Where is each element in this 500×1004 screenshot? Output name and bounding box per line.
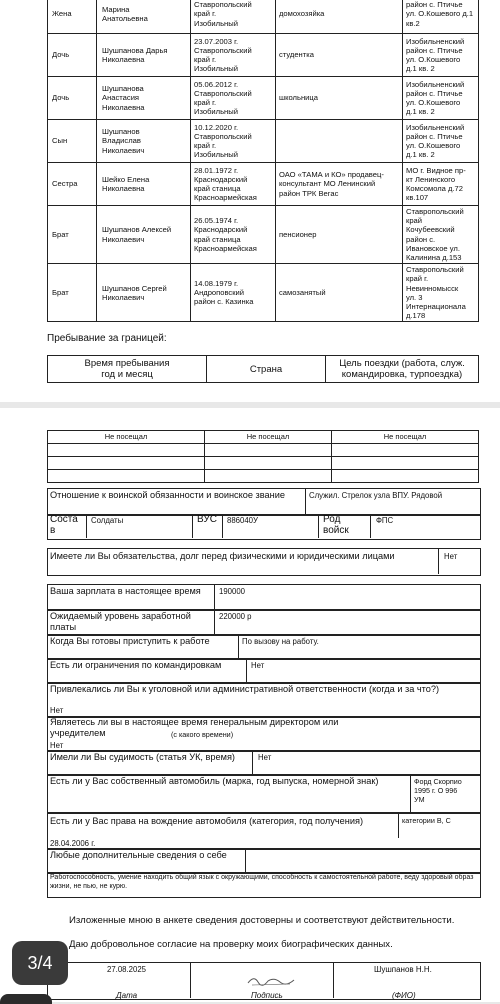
empty-cell bbox=[48, 457, 205, 470]
page-counter-text: 3/4 bbox=[27, 952, 53, 973]
relative-addr: Изобильненский район с. Птичье ул. О.Кошевого д.1 кв. 2 bbox=[403, 120, 479, 163]
relative-addr: район с. Птичье ул. О.Кошевого д.1 кв.2 bbox=[403, 0, 479, 34]
handwritten-signature bbox=[246, 973, 300, 989]
divider bbox=[245, 848, 246, 872]
abroad-cell-time: Не посещал bbox=[48, 431, 205, 444]
expected-question: Ожидаемый уровень заработной платы bbox=[50, 611, 191, 632]
signature-date: 27.08.2025 bbox=[107, 965, 147, 974]
start-question: Когда Вы готовы приступить к работе bbox=[50, 636, 210, 646]
sostav-label: Соста в bbox=[50, 514, 78, 536]
divider bbox=[438, 548, 439, 574]
relative-work: школьница bbox=[276, 77, 403, 120]
relative-name: Шушпанова Анастасия Николаевна bbox=[97, 77, 191, 120]
viewer-control-edge[interactable] bbox=[0, 994, 52, 1004]
divider bbox=[252, 750, 253, 774]
relative-addr: Изобильненский район с. Птичье ул. О.Кошевого д.1 кв. 2 bbox=[403, 77, 479, 120]
relative-rel: Дочь bbox=[48, 77, 97, 120]
declaration-line2: Даю добровольное согласие на проверку моих биографических данных. bbox=[69, 939, 393, 950]
relative-work bbox=[276, 120, 403, 163]
relative-addr: МО г. Видное пр- кт Ленинского Комсомола д.72 кв.107 bbox=[403, 163, 479, 206]
director-question: Являетесь ли вы в настоящее время генеральным директором или учредителем bbox=[50, 717, 339, 738]
salary-answer: 190000 bbox=[219, 587, 246, 596]
label-date: Дата bbox=[116, 991, 138, 1000]
empty-cell bbox=[332, 457, 479, 470]
divider bbox=[410, 774, 411, 812]
military-answer: Служил. Стрелок узла ВПУ. Рядовой bbox=[309, 491, 443, 500]
conviction-answer: Нет bbox=[258, 753, 272, 762]
liability-question: Привлекались ли Вы к уголовной или административной ответственности (когда и за что?) bbox=[50, 684, 440, 694]
car-question: Есть ли у Вас собственный автомобиль (марка, год выпуска, номерной знак) bbox=[50, 776, 379, 786]
relative-name: Шушпанов Алексей Николаевич bbox=[97, 206, 191, 264]
abroad-header-country: Страна bbox=[207, 356, 326, 383]
director-answer: Нет bbox=[50, 741, 64, 750]
extra-answer: Работоспособность, умение находить общий язык с окружающими, способность к самостоятельной работе, веду здоровый образ жизни, не пью, не курю. bbox=[50, 874, 474, 890]
divider bbox=[86, 514, 87, 538]
liability-answer: Нет bbox=[50, 706, 64, 715]
relative-row bbox=[48, 264, 479, 322]
limits-question: Есть ли ограничения по командировкам bbox=[50, 660, 222, 670]
document-page-1 bbox=[0, 0, 500, 402]
divider bbox=[398, 812, 399, 838]
rod-value: ФПС bbox=[376, 516, 394, 525]
sostav-value: Солдаты bbox=[91, 516, 124, 525]
relative-row bbox=[48, 77, 479, 120]
abroad-header-purpose: Цель поездки (работа, служ. командировка, турпоездка) bbox=[326, 356, 479, 383]
vus-value: 886040У bbox=[227, 516, 258, 525]
relative-row bbox=[48, 0, 479, 34]
relative-birth: 28.01.1972 г. Краснодарский край станица Красноармейская bbox=[191, 163, 276, 206]
abroad-table-continued bbox=[47, 430, 479, 483]
divider bbox=[246, 658, 247, 682]
declaration-line1: Изложенные мною в анкете сведения достоверны и соответствуют действительности. bbox=[69, 915, 455, 926]
obligations-question: Имеете ли Вы обязательства, долг перед физическими и юридическими лицами bbox=[50, 551, 395, 561]
relative-rel: Сестра bbox=[48, 163, 97, 206]
military-divider bbox=[305, 488, 306, 514]
license-question: Есть ли у Вас права на вождение автомобиля (категория, год получения) bbox=[50, 816, 364, 826]
relative-addr: Ставропольский край Кочубеевский район с. Ивановское ул. Калинина д.153 bbox=[403, 206, 479, 264]
license-date: 28.04.2006 г. bbox=[50, 839, 96, 848]
divider bbox=[222, 514, 223, 538]
empty-cell bbox=[48, 470, 205, 483]
relative-rel: Дочь bbox=[48, 34, 97, 77]
conviction-question: Имели ли Вы судимость (статья УК, время) bbox=[50, 752, 235, 762]
relative-work: пенсионер bbox=[276, 206, 403, 264]
relative-name: Шушпанова Дарья Николаевна bbox=[97, 34, 191, 77]
relative-name: Шушпанов Владислав Николаевич bbox=[97, 120, 191, 163]
abroad-cell-purpose: Не посещал bbox=[332, 431, 479, 444]
car-answer: Форд Скорпио 1995 г. О 996 УМ bbox=[414, 777, 462, 804]
relative-birth: 05.06.2012 г. Ставропольский край г. Изобильный bbox=[191, 77, 276, 120]
divider bbox=[370, 514, 371, 538]
divider bbox=[333, 962, 334, 998]
director-hint: (с какого времени) bbox=[171, 730, 234, 739]
license-answer: категории В, С bbox=[402, 816, 451, 825]
abroad-header-time: Время пребывания год и месяц bbox=[48, 356, 207, 383]
expected-answer: 220000 р bbox=[219, 612, 252, 621]
relative-row bbox=[48, 34, 479, 77]
relatives-table bbox=[47, 0, 479, 322]
rod-label: Род войск bbox=[323, 514, 349, 536]
abroad-section-title: Пребывание за границей: bbox=[47, 333, 167, 344]
relative-birth: 14.08.1979 г. Андроповский район с. Казинка bbox=[191, 264, 276, 322]
label-sign: Подпись bbox=[251, 991, 283, 1000]
relative-rel: Брат bbox=[48, 264, 97, 322]
abroad-table bbox=[47, 355, 479, 383]
divider bbox=[192, 514, 193, 538]
relative-work: самозанятый bbox=[276, 264, 403, 322]
relative-row bbox=[48, 206, 479, 264]
relative-rel: Брат bbox=[48, 206, 97, 264]
military-question: Отношение к воинской обязанности и воинское звание bbox=[50, 490, 285, 500]
divider bbox=[190, 962, 191, 998]
relative-name: Шейко Елена Николаевна bbox=[97, 163, 191, 206]
relative-birth: 10.12.2020 г. Ставропольский край г. Изобильный bbox=[191, 120, 276, 163]
relative-addr: Ставропольский край г. Невинномысск ул. 3 Интернационала д.178 bbox=[403, 264, 479, 322]
divider bbox=[238, 634, 239, 658]
relative-name: Марина Анатольевна bbox=[97, 0, 191, 34]
document-page-2 bbox=[0, 408, 500, 1002]
relative-birth: Ставропольский край г. Изобильный bbox=[191, 0, 276, 34]
empty-cell bbox=[332, 470, 479, 483]
extra-question: Любые дополнительные сведения о себе bbox=[50, 850, 227, 860]
relative-work: ОАО «ТАМА и КО» продавец- консультант МО Ленинский район ТРК Вегас bbox=[276, 163, 403, 206]
page-counter-badge[interactable] bbox=[12, 941, 68, 985]
relative-work: студентка bbox=[276, 34, 403, 77]
relative-birth: 26.05.1974 г. Краснодарский край станица Красноармейская bbox=[191, 206, 276, 264]
start-answer: По вызову на работу. bbox=[242, 637, 319, 646]
vus-label: ВУС bbox=[197, 514, 217, 525]
limits-answer: Нет bbox=[251, 661, 265, 670]
relative-rel: Жена bbox=[48, 0, 97, 34]
relative-name: Шушпанов Сергей Николаевич bbox=[97, 264, 191, 322]
empty-cell bbox=[205, 457, 332, 470]
abroad-cell-country: Не посещал bbox=[205, 431, 332, 444]
empty-cell bbox=[48, 444, 205, 457]
relative-row bbox=[48, 120, 479, 163]
empty-cell bbox=[205, 470, 332, 483]
label-fio: (ФИО) bbox=[392, 991, 416, 1000]
relative-rel: Сын bbox=[48, 120, 97, 163]
empty-cell bbox=[332, 444, 479, 457]
divider bbox=[318, 514, 319, 538]
empty-cell bbox=[205, 444, 332, 457]
relative-birth: 23.07.2003 г. Ставропольский край г. Изобильный bbox=[191, 34, 276, 77]
relative-work: домохозяйка bbox=[276, 0, 403, 34]
relative-row bbox=[48, 163, 479, 206]
salary-question: Ваша зарплата в настоящее время bbox=[50, 586, 201, 596]
obligations-answer: Нет bbox=[444, 552, 458, 561]
relative-addr: Изобильненский район с. Птичье ул. О.Кошевого д.1 кв. 2 bbox=[403, 34, 479, 77]
signature-name: Шушпанов Н.Н. bbox=[374, 965, 432, 974]
